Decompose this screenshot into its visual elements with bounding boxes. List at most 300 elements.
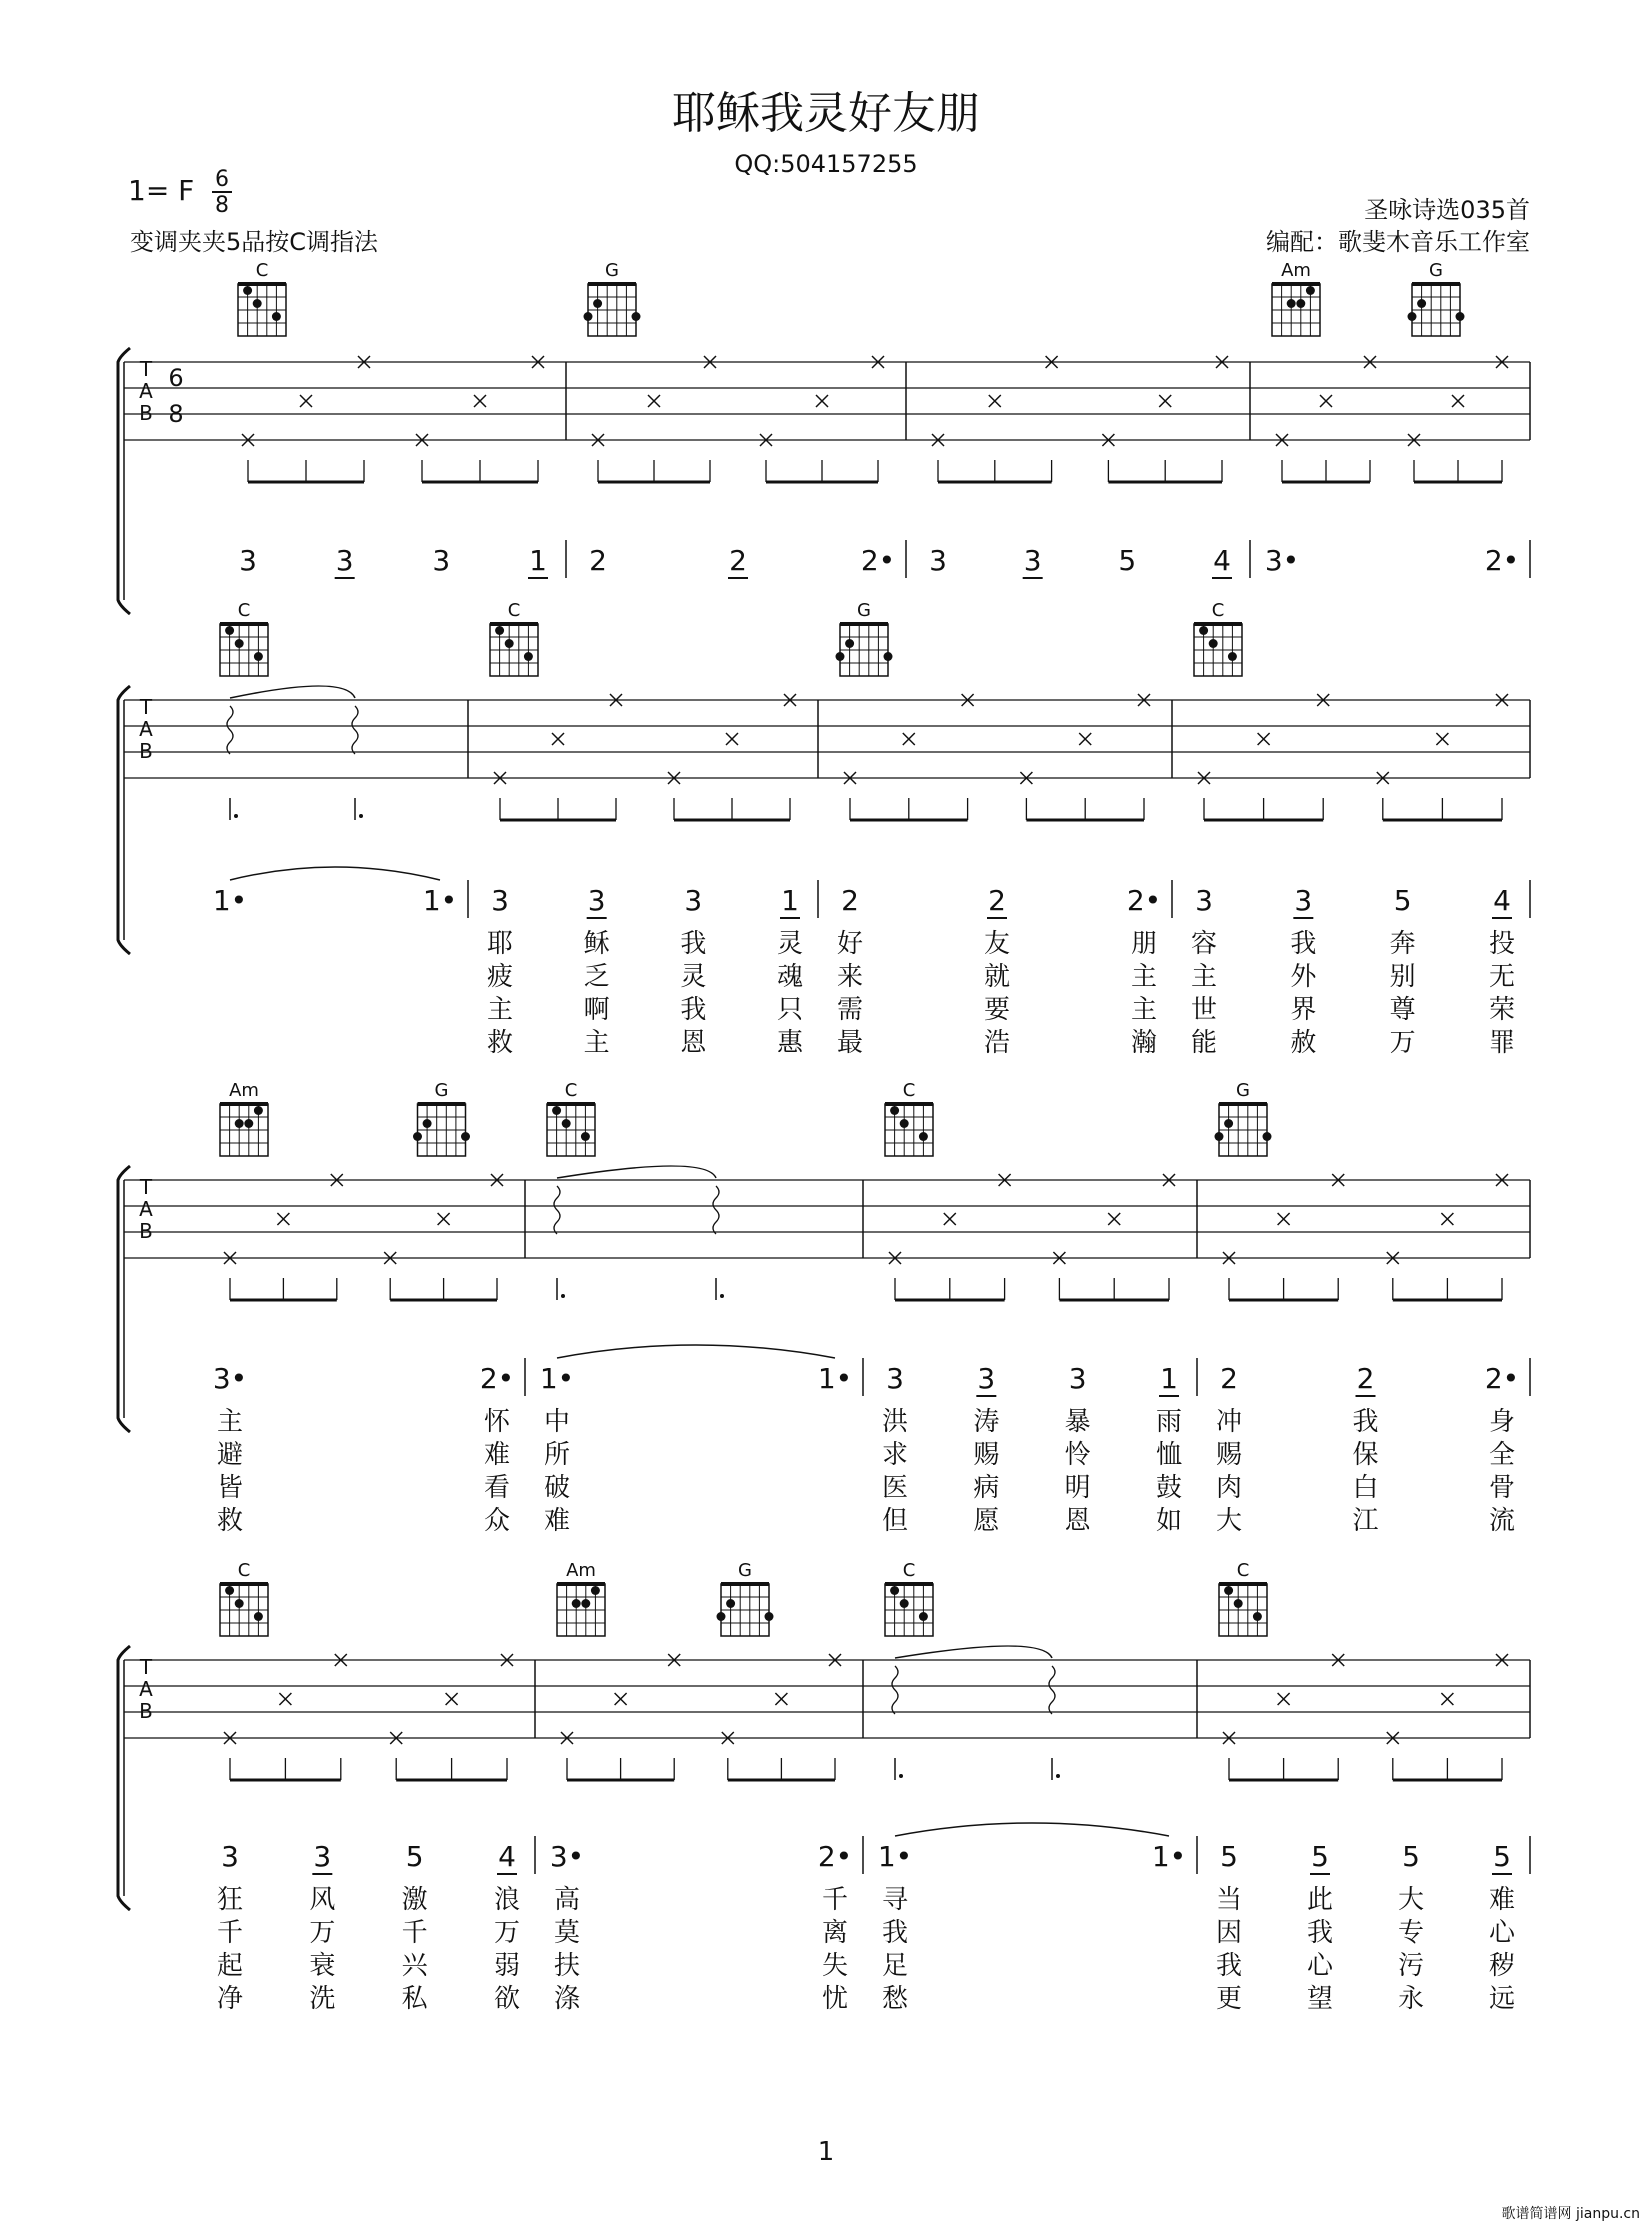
jianpu-note: 2• bbox=[479, 1362, 515, 1395]
measure bbox=[540, 1080, 863, 1536]
lyric-char: 难 bbox=[1488, 1885, 1516, 1915]
jianpu-note: 3 bbox=[313, 1840, 332, 1873]
jianpu-note: 4 bbox=[1493, 884, 1511, 917]
tab-x-note bbox=[1278, 1693, 1290, 1705]
chord-name: Am bbox=[566, 1560, 596, 1581]
jianpu-note: 3 bbox=[432, 544, 451, 577]
lyric-char: 高 bbox=[553, 1885, 581, 1915]
tab-x-note bbox=[1159, 395, 1171, 407]
lyric-char: 兴 bbox=[401, 1951, 428, 1981]
lyric-char: 稣 bbox=[583, 929, 610, 959]
lyric-char: 荣 bbox=[1488, 995, 1516, 1025]
lyric-char: 能 bbox=[1190, 1028, 1218, 1058]
lyric-char: 起 bbox=[216, 1951, 244, 1981]
jianpu-note: 3 bbox=[886, 1362, 904, 1395]
lyric-char: 耶 bbox=[486, 929, 514, 959]
jianpu-note: 3 bbox=[1068, 1362, 1087, 1395]
tie-arc bbox=[557, 1345, 835, 1358]
chord-dot bbox=[1263, 1132, 1272, 1141]
lyric-char: 啊 bbox=[583, 995, 610, 1025]
chord-diagram bbox=[238, 260, 286, 336]
chord-dot bbox=[1224, 1586, 1233, 1595]
lyric-char: 更 bbox=[1215, 1984, 1243, 2014]
lyric-char: 好 bbox=[836, 929, 864, 959]
lyric-char: 病 bbox=[973, 1473, 1000, 1503]
chord-dot bbox=[890, 1586, 899, 1595]
jianpu-note: 5 bbox=[1402, 1840, 1420, 1873]
lyric-char: 主 bbox=[583, 1028, 610, 1058]
chord-dot bbox=[1306, 286, 1315, 295]
measure bbox=[1191, 600, 1530, 1058]
chord-name: C bbox=[1211, 600, 1225, 621]
lyric-char: 世 bbox=[1190, 995, 1218, 1025]
jianpu-note: 3• bbox=[212, 1362, 248, 1395]
chord-dot bbox=[562, 1119, 571, 1128]
tab-slur bbox=[557, 1166, 716, 1178]
lyric-char: 难 bbox=[543, 1506, 571, 1536]
jianpu-note: 2 bbox=[1356, 1362, 1375, 1395]
dot bbox=[359, 814, 363, 818]
jianpu-note: 3• bbox=[1264, 544, 1300, 577]
lyric-char: 足 bbox=[881, 1951, 909, 1981]
lyric-char: 污 bbox=[1397, 1951, 1425, 1981]
lyric-char: 瀚 bbox=[1130, 1028, 1158, 1058]
tie-arc bbox=[895, 1823, 1169, 1836]
chord-dot bbox=[423, 1119, 432, 1128]
jianpu-note: 1• bbox=[539, 1362, 575, 1395]
tab-time-sig-bottom: 8 bbox=[168, 400, 184, 428]
system-4 bbox=[118, 1560, 1530, 2014]
lyric-char: 愿 bbox=[973, 1506, 1000, 1536]
jianpu-note: 3 bbox=[1023, 544, 1042, 577]
tab-clef-letter: A bbox=[139, 717, 153, 741]
lyric-char: 万 bbox=[309, 1918, 336, 1948]
chord-dot bbox=[413, 1132, 422, 1141]
lyric-char: 需 bbox=[836, 995, 864, 1025]
lyric-char: 白 bbox=[1352, 1473, 1379, 1503]
measure bbox=[878, 1560, 1197, 2014]
tab-x-note bbox=[1079, 733, 1091, 745]
jianpu-note: 3 bbox=[239, 544, 257, 577]
lyric-char: 涛 bbox=[973, 1407, 1000, 1437]
lyric-char: 弱 bbox=[493, 1951, 521, 1981]
lyric-char: 万 bbox=[1389, 1028, 1416, 1058]
dot bbox=[720, 1294, 724, 1298]
chord-dot bbox=[919, 1132, 928, 1141]
chord-dot bbox=[1215, 1132, 1224, 1141]
measure bbox=[238, 260, 566, 578]
tab-clef-letter: B bbox=[139, 1219, 153, 1243]
lyric-char: 千 bbox=[821, 1885, 849, 1915]
lyric-char: 破 bbox=[543, 1473, 571, 1503]
lyric-char: 全 bbox=[1488, 1440, 1516, 1470]
lyric-char: 众 bbox=[483, 1506, 511, 1536]
tab-slur bbox=[230, 686, 355, 698]
lyric-char: 流 bbox=[1488, 1506, 1516, 1536]
lyric-char: 肉 bbox=[1215, 1473, 1243, 1503]
measure bbox=[1265, 260, 1530, 578]
arpeggio-mark bbox=[352, 706, 358, 754]
lyric-char: 忧 bbox=[821, 1984, 849, 2014]
lyric-char: 保 bbox=[1352, 1440, 1379, 1470]
lyric-char: 所 bbox=[543, 1440, 571, 1470]
lyric-char: 但 bbox=[881, 1506, 909, 1536]
tab-x-note bbox=[989, 395, 1001, 407]
chord-dot bbox=[717, 1612, 726, 1621]
chord-name: G bbox=[434, 1080, 449, 1101]
measure bbox=[1216, 1560, 1530, 2014]
jianpu-note: 1 bbox=[529, 544, 547, 577]
jianpu-note: 3 bbox=[1294, 884, 1313, 917]
lyric-char: 风 bbox=[309, 1885, 336, 1915]
tab-x-note bbox=[903, 733, 915, 745]
lyric-char: 怀 bbox=[483, 1407, 511, 1437]
jianpu-note: 5 bbox=[405, 1840, 424, 1873]
tab-clef-letter: B bbox=[139, 1699, 153, 1723]
tab-x-note bbox=[474, 395, 486, 407]
measure bbox=[882, 1080, 1197, 1536]
tab-x-note bbox=[944, 1213, 956, 1225]
chord-dot bbox=[884, 652, 893, 661]
chord-dot bbox=[235, 1599, 244, 1608]
measure bbox=[1215, 1080, 1531, 1536]
jianpu-note: 2• bbox=[1126, 884, 1162, 917]
chord-dot bbox=[243, 286, 252, 295]
arpeggio-mark bbox=[227, 706, 233, 754]
jianpu-note: 1 bbox=[1160, 1362, 1178, 1395]
lyric-char: 愁 bbox=[881, 1984, 909, 2014]
lyric-char: 疲 bbox=[486, 962, 514, 992]
chord-diagram bbox=[413, 1080, 470, 1156]
jianpu-note: 5 bbox=[1311, 1840, 1329, 1873]
lyric-char: 远 bbox=[1488, 1984, 1516, 2014]
jianpu-note: 1• bbox=[1151, 1840, 1187, 1873]
tab-x-note bbox=[1108, 1213, 1120, 1225]
chord-name: C bbox=[902, 1080, 916, 1101]
jianpu-note: 2 bbox=[589, 544, 607, 577]
lyric-char: 我 bbox=[1215, 1951, 1243, 1981]
chord-diagram bbox=[1215, 1080, 1272, 1156]
chord-dot bbox=[254, 1612, 263, 1621]
lyric-char: 激 bbox=[401, 1885, 428, 1915]
dot bbox=[561, 1294, 565, 1298]
lyric-char: 江 bbox=[1352, 1506, 1379, 1536]
lyric-char: 我 bbox=[1352, 1407, 1379, 1437]
lyric-char: 皆 bbox=[216, 1473, 244, 1503]
arpeggio-mark bbox=[892, 1666, 898, 1714]
chord-dot bbox=[1224, 1119, 1233, 1128]
tab-x-note bbox=[300, 395, 312, 407]
chord-diagram bbox=[1194, 600, 1242, 676]
system-1 bbox=[118, 260, 1530, 614]
lyric-char: 当 bbox=[1215, 1885, 1243, 1915]
lyric-char: 此 bbox=[1306, 1885, 1334, 1915]
lyric-char: 就 bbox=[983, 962, 1011, 992]
chord-dot bbox=[581, 1132, 590, 1141]
tab-x-note bbox=[1278, 1213, 1290, 1225]
measure bbox=[929, 356, 1250, 578]
jianpu-note: 3 bbox=[491, 884, 509, 917]
lyric-char: 洪 bbox=[881, 1407, 909, 1437]
lyric-char: 赐 bbox=[973, 1440, 1000, 1470]
key-signature: 1= F bbox=[128, 174, 195, 207]
jianpu-note: 3 bbox=[1195, 884, 1213, 917]
lyric-char: 暴 bbox=[1064, 1407, 1091, 1437]
lyric-char: 扶 bbox=[553, 1951, 581, 1981]
tab-x-note bbox=[1441, 1693, 1453, 1705]
page-number: 1 bbox=[817, 2137, 835, 2167]
lyric-char: 投 bbox=[1488, 929, 1516, 959]
tab-clef-letter: T bbox=[139, 1175, 153, 1199]
chord-dot bbox=[584, 312, 593, 321]
chord-diagram bbox=[1272, 260, 1320, 336]
lyric-char: 如 bbox=[1155, 1506, 1183, 1536]
chord-name: G bbox=[1429, 260, 1443, 281]
lyric-char: 尊 bbox=[1389, 995, 1416, 1025]
lyric-char: 恩 bbox=[1064, 1506, 1091, 1536]
tie-arc bbox=[230, 867, 440, 880]
arpeggio-mark bbox=[1049, 1666, 1055, 1714]
measure bbox=[584, 260, 907, 578]
chord-dot bbox=[900, 1119, 909, 1128]
lyric-char: 乏 bbox=[583, 962, 610, 992]
lyric-char: 秽 bbox=[1488, 1951, 1516, 1981]
lyric-char: 主 bbox=[1130, 995, 1158, 1025]
lyric-char: 难 bbox=[483, 1440, 511, 1470]
lyric-char: 净 bbox=[216, 1984, 244, 2014]
chord-name: C bbox=[255, 260, 269, 281]
lyric-char: 恤 bbox=[1155, 1440, 1183, 1470]
chord-diagram bbox=[584, 260, 641, 336]
chord-diagram bbox=[1219, 1560, 1267, 1636]
chord-dot bbox=[593, 299, 602, 308]
chord-diagram bbox=[885, 1560, 933, 1636]
lyric-char: 奔 bbox=[1389, 929, 1416, 959]
lyric-char: 心 bbox=[1488, 1918, 1516, 1948]
tab-clef-letter: A bbox=[139, 379, 153, 403]
lyric-char: 罪 bbox=[1488, 1028, 1516, 1058]
qq-contact: QQ:504157255 bbox=[734, 150, 918, 178]
time-signature-top: 6 bbox=[215, 167, 229, 192]
lyric-char: 主 bbox=[1130, 962, 1158, 992]
chord-diagram bbox=[220, 1560, 268, 1636]
lyric-char: 涤 bbox=[553, 1984, 581, 2014]
lyric-char: 中 bbox=[543, 1407, 571, 1437]
chord-dot bbox=[632, 312, 641, 321]
jianpu-note: 3 bbox=[221, 1840, 239, 1873]
chord-dot bbox=[1199, 626, 1208, 635]
chord-dot bbox=[235, 639, 244, 648]
lyric-char: 灵 bbox=[680, 962, 707, 992]
chord-dot bbox=[1287, 299, 1296, 308]
lyric-char: 雨 bbox=[1155, 1407, 1183, 1437]
dot bbox=[899, 1774, 903, 1778]
chord-dot bbox=[244, 1119, 253, 1128]
system-2 bbox=[118, 600, 1530, 1058]
tab-clef-letter: T bbox=[139, 357, 153, 381]
jianpu-note: 2• bbox=[817, 1840, 853, 1873]
lyric-char: 医 bbox=[881, 1473, 909, 1503]
jianpu-note: 2 bbox=[1220, 1362, 1238, 1395]
chord-dot bbox=[461, 1132, 470, 1141]
chord-diagram bbox=[1408, 260, 1465, 336]
watermark: 歌谱简谱网 jianpu.cn bbox=[1501, 2206, 1640, 2222]
lyric-char: 浪 bbox=[493, 1885, 521, 1915]
lyric-char: 最 bbox=[836, 1028, 864, 1058]
tab-clef-letter: T bbox=[139, 1655, 153, 1679]
chord-dot bbox=[524, 652, 533, 661]
chord-dot bbox=[572, 1599, 581, 1608]
lyric-char: 灵 bbox=[776, 929, 804, 959]
chord-name: C bbox=[902, 1560, 916, 1581]
chord-diagram bbox=[220, 1080, 268, 1156]
lyric-char: 救 bbox=[216, 1506, 244, 1536]
chord-name: G bbox=[605, 260, 619, 281]
song-title: 耶稣我灵好友朋 bbox=[672, 88, 980, 139]
lyric-char: 我 bbox=[680, 995, 707, 1025]
measure bbox=[836, 600, 1173, 1058]
lyric-char: 心 bbox=[1306, 1951, 1334, 1981]
score-systems bbox=[118, 260, 1530, 2014]
measure bbox=[550, 1560, 863, 2014]
lyric-char: 离 bbox=[821, 1918, 849, 1948]
chord-name: C bbox=[237, 1560, 251, 1581]
lyric-char: 友 bbox=[983, 929, 1011, 959]
chord-diagram bbox=[885, 1080, 933, 1156]
tab-x-note bbox=[1441, 1213, 1453, 1225]
lyric-char: 莫 bbox=[553, 1918, 581, 1948]
jianpu-note: 2 bbox=[841, 884, 859, 917]
lyric-char: 我 bbox=[1306, 1918, 1334, 1948]
chord-dot bbox=[505, 639, 514, 648]
jianpu-note: 3 bbox=[335, 544, 354, 577]
dot bbox=[1056, 1774, 1060, 1778]
arpeggio-mark bbox=[713, 1186, 719, 1234]
chord-name: C bbox=[564, 1080, 578, 1101]
lyric-char: 我 bbox=[1290, 929, 1317, 959]
lyric-char: 界 bbox=[1290, 995, 1317, 1025]
chord-dot bbox=[1253, 1612, 1262, 1621]
lyric-char: 主 bbox=[486, 995, 514, 1025]
lyric-char: 专 bbox=[1397, 1918, 1425, 1948]
lyric-char: 私 bbox=[401, 1984, 428, 2014]
tab-clef-letter: B bbox=[139, 739, 153, 763]
lyric-char: 失 bbox=[821, 1951, 849, 1981]
lyric-char: 鼓 bbox=[1155, 1473, 1183, 1503]
chord-dot bbox=[272, 312, 281, 321]
lyric-char: 外 bbox=[1290, 962, 1317, 992]
lyric-char: 浩 bbox=[983, 1028, 1011, 1058]
chord-dot bbox=[1417, 299, 1426, 308]
lyric-char: 朋 bbox=[1130, 929, 1158, 959]
chord-diagram bbox=[220, 600, 268, 676]
lyric-char: 避 bbox=[216, 1440, 244, 1470]
jianpu-note: 1• bbox=[877, 1840, 913, 1873]
lyric-char: 要 bbox=[983, 995, 1011, 1025]
tab-slur bbox=[895, 1646, 1052, 1658]
measure bbox=[213, 1080, 525, 1536]
chord-diagram bbox=[717, 1560, 774, 1636]
hymn-series: 圣咏诗选035首 bbox=[1364, 196, 1530, 224]
tab-x-note bbox=[446, 1693, 458, 1705]
lyric-char: 衰 bbox=[309, 1951, 336, 1981]
lyric-char: 来 bbox=[836, 962, 864, 992]
lyric-char: 狂 bbox=[216, 1885, 244, 1915]
lyric-char: 怜 bbox=[1064, 1440, 1091, 1470]
lyric-char: 求 bbox=[881, 1440, 909, 1470]
chord-dot bbox=[1456, 312, 1465, 321]
lyric-char: 救 bbox=[486, 1028, 514, 1058]
lyric-char: 因 bbox=[1215, 1918, 1243, 1948]
lyric-char: 我 bbox=[881, 1918, 909, 1948]
chord-name: C bbox=[237, 600, 251, 621]
chord-dot bbox=[254, 652, 263, 661]
jianpu-note: 5 bbox=[1118, 544, 1137, 577]
arranger-credit: 编配：歌斐木音乐工作室 bbox=[1266, 228, 1530, 256]
lyric-char: 千 bbox=[216, 1918, 244, 1948]
lyric-char: 身 bbox=[1488, 1407, 1516, 1437]
jianpu-note: 2• bbox=[860, 544, 896, 577]
jianpu-note: 2• bbox=[1484, 1362, 1520, 1395]
lyric-char: 主 bbox=[1190, 962, 1218, 992]
chord-dot bbox=[235, 1119, 244, 1128]
chord-dot bbox=[581, 1599, 590, 1608]
lyric-char: 万 bbox=[493, 1918, 521, 1948]
jianpu-note: 1• bbox=[817, 1362, 853, 1395]
lyric-char: 无 bbox=[1488, 962, 1516, 992]
chord-dot bbox=[900, 1599, 909, 1608]
lyric-char: 主 bbox=[216, 1407, 244, 1437]
tab-x-note bbox=[775, 1693, 787, 1705]
system-3 bbox=[118, 1080, 1530, 1536]
chord-name: C bbox=[1236, 1560, 1250, 1581]
tab-clef-letter: A bbox=[139, 1197, 153, 1221]
measure bbox=[487, 600, 818, 1058]
chord-dot bbox=[254, 1106, 263, 1115]
arpeggio-mark bbox=[554, 1186, 560, 1234]
lyric-char: 容 bbox=[1190, 929, 1218, 959]
chord-diagram bbox=[557, 1560, 605, 1636]
jianpu-note: 3 bbox=[684, 884, 703, 917]
jianpu-note: 3 bbox=[587, 884, 606, 917]
jianpu-note: 3• bbox=[549, 1840, 585, 1873]
tab-x-note bbox=[552, 733, 564, 745]
chord-dot bbox=[253, 299, 262, 308]
capo-instruction: 变调夹夹5品按C调指法 bbox=[130, 228, 379, 256]
chord-dot bbox=[1209, 639, 1218, 648]
jianpu-note: 5 bbox=[1220, 1840, 1238, 1873]
lyric-char: 冲 bbox=[1215, 1407, 1243, 1437]
jianpu-note: 3 bbox=[977, 1362, 996, 1395]
tab-x-note bbox=[816, 395, 828, 407]
tab-clef-letter: T bbox=[139, 695, 153, 719]
chord-dot bbox=[1296, 299, 1305, 308]
tab-x-note bbox=[1258, 733, 1270, 745]
lyric-char: 大 bbox=[1397, 1885, 1425, 1915]
lyric-char: 看 bbox=[483, 1473, 511, 1503]
lyric-char: 望 bbox=[1306, 1984, 1334, 2014]
measure bbox=[213, 600, 468, 918]
lyric-char: 骨 bbox=[1488, 1473, 1516, 1503]
tab-x-note bbox=[1452, 395, 1464, 407]
tab-clef-letter: B bbox=[139, 401, 153, 425]
lyric-char: 我 bbox=[680, 929, 707, 959]
chord-dot bbox=[495, 626, 504, 635]
chord-diagram bbox=[547, 1080, 595, 1156]
chord-dot bbox=[1234, 1599, 1243, 1608]
chord-name: G bbox=[738, 1560, 752, 1581]
chord-dot bbox=[225, 626, 234, 635]
